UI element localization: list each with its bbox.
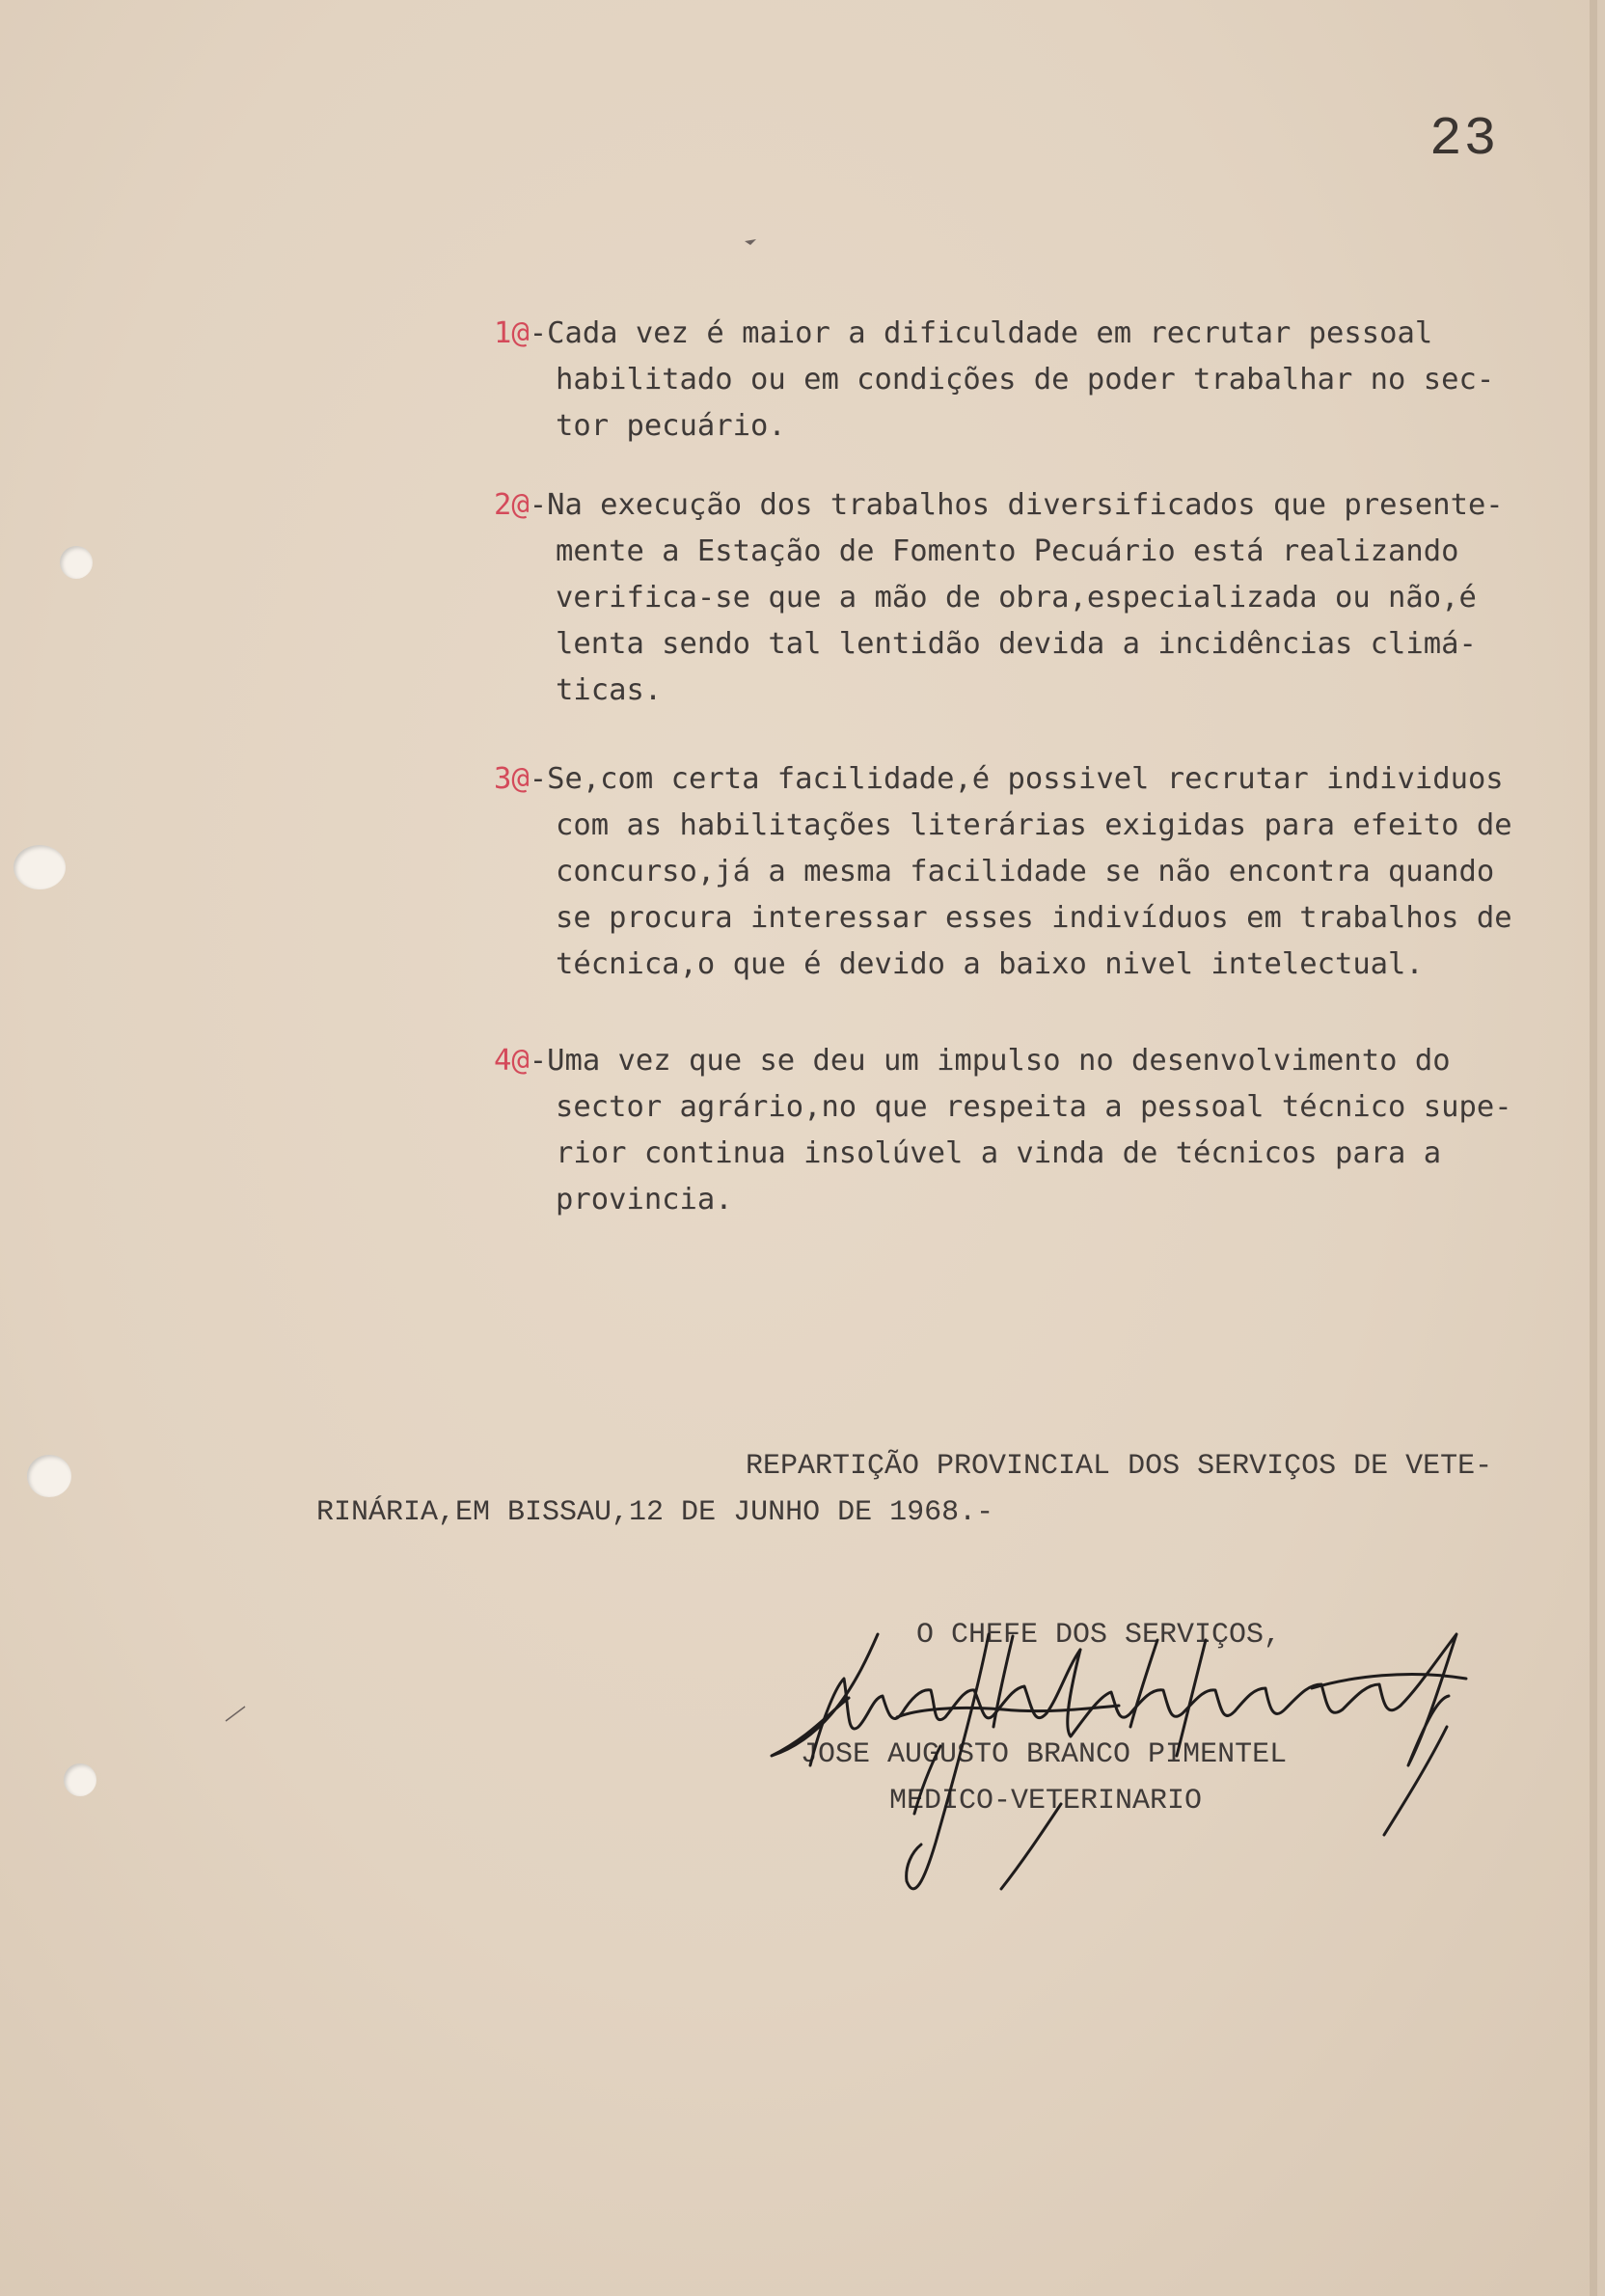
punch-hole (64, 1763, 96, 1796)
punch-hole (14, 845, 66, 889)
item-number: 4@ (494, 1044, 530, 1078)
signature-title: O CHEFE DOS SERVIÇOS, (916, 1619, 1282, 1652)
list-item (494, 1038, 1597, 1223)
item-number: 3@ (494, 762, 530, 796)
page-number: 23 (1429, 108, 1499, 170)
closing-statement (316, 1443, 1570, 1536)
stray-mark (224, 1704, 247, 1723)
closing-line-1: REPARTIÇÃO PROVINCIAL DOS SERVIÇOS DE VETE- (746, 1450, 1493, 1483)
list-item (494, 482, 1597, 714)
signature-name: JOSE AUGUSTO BRANCO PIMENTEL (801, 1738, 1288, 1771)
item-text: -Se,com certa facilidade,é possivel recrutar individuos com as habilitações literárias exigidas para efeito de concurso,já a mesma facilidade se não encontra quando se procura interessar esses indivíduos em trabalhos de técnica,o que é devido a baixo nivel intelectual. (529, 762, 1512, 981)
item-text: -Uma vez que se deu um impulso no desenvolvimento do sector agrário,no que respeita a pessoal técnico supe- rior continua insolúvel a vinda de técnicos para a provincia. (529, 1044, 1512, 1216)
item-number: 2@ (494, 488, 530, 522)
item-text: -Na execução dos trabalhos diversificados que presente- mente a Estação de Fomento Pecuário está realizando verifica-se que a mão de obra,especializada ou não,é lenta sendo tal lentidão devida a incidências climá- ticas. (529, 488, 1504, 707)
list-item (494, 311, 1597, 450)
stray-mark (743, 235, 758, 247)
punch-hole (27, 1455, 71, 1497)
list-item (494, 756, 1597, 988)
item-number: 1@ (494, 316, 530, 350)
handwritten-signature (752, 1621, 1505, 1910)
closing-line-2: RINÁRIA,EM BISSAU,12 DE JUNHO DE 1968.- (316, 1496, 994, 1529)
punch-hole (60, 546, 93, 579)
item-text: -Cada vez é maior a dificuldade em recrutar pessoal habilitado ou em condições de poder trabalhar no sec- tor pecuário. (529, 316, 1495, 443)
signature-role: MEDICO-VETERINARIO (889, 1785, 1203, 1818)
